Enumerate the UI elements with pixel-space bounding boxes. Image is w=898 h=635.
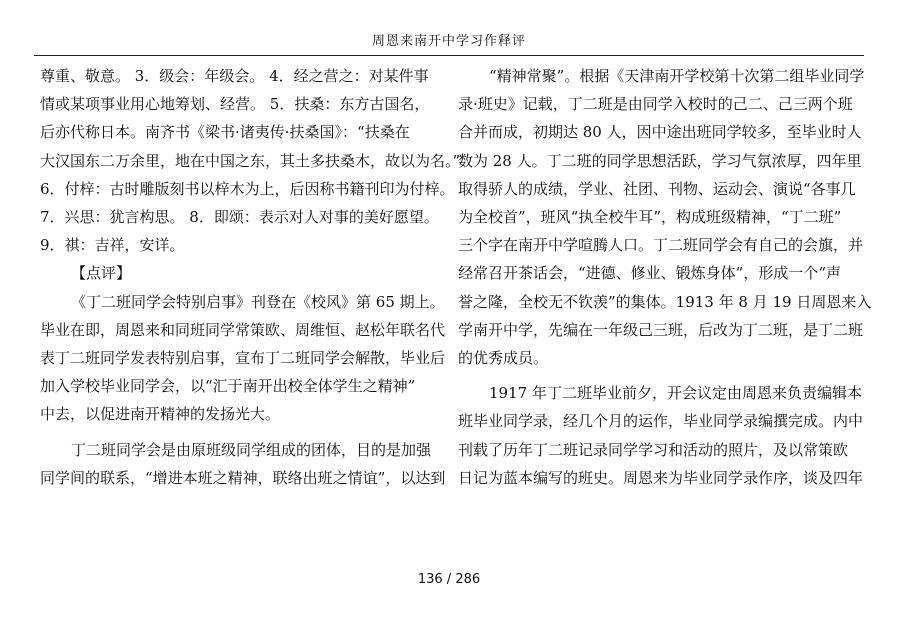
- text-line: 情或某项事业用心地筹划、经营。 5．扶桑：东方古国名，: [40, 95, 430, 114]
- header-rule: [34, 55, 864, 56]
- text-line: 同学间的联系，“增进本班之精神，联络出班之情谊”，以达到: [40, 468, 446, 487]
- text-line: 经常召开茶话会，“进德、修业、锻炼身体”，形成一个“声: [458, 264, 842, 283]
- text-line: 1917 年丁二班毕业前夕，开会议定由周恩来负责编辑本: [489, 384, 862, 403]
- text-line: “精神常聚”。根据《天津南开学校第十次第二组毕业同学: [489, 67, 865, 85]
- text-line: 《丁二班同学会特别启事》刊登在《校风》第 65 期上。: [71, 292, 445, 311]
- section-heading-review: 【点评】: [71, 264, 132, 283]
- text-line: 合并而成，初期达 80 人，因中途出班同学较多，至毕业时人: [458, 123, 862, 142]
- text-line: 数为 28 人。丁二班的同学思想活跃，学习气氛浓厚，四年里: [458, 151, 862, 170]
- right-text-column: [458, 62, 872, 492]
- text-line: 三个字在南开中学喧腾人口。丁二班同学会有自己的会旗，并: [458, 236, 864, 255]
- text-line: 誉之隆，全校无不钦羡”的集体。1913 年 8 月 19 日周恩来入: [458, 292, 872, 311]
- text-line: 日记为蓝本编写的班史。周恩来为毕业同学录作序，谈及四年: [458, 468, 864, 487]
- text-line: 加入学校毕业同学会，以“汇于南开出校全体学生之精神”: [40, 377, 416, 396]
- text-line: 表丁二班同学发表特别启事，宣布丁二班同学会解散，毕业后: [40, 349, 446, 368]
- text-line: 录·班史》记载，丁二班是由同学入校时的己二、己三两个班: [458, 95, 853, 114]
- text-line: 的优秀成员。: [458, 349, 549, 368]
- text-line: 9．祺：吉祥，安详。: [40, 236, 185, 255]
- text-line: 毕业在即，周恩来和同班同学常策欧、周维恒、赵松年联名代: [40, 320, 446, 339]
- text-line: 中去，以促进南开精神的发扬光大。: [40, 405, 281, 424]
- text-line: 为全校首”，班风“执全校牛耳”，构成班级精神，“丁二班”: [458, 208, 842, 227]
- text-line: 后亦代称日本。南齐书《梁书·诸夷传·扶桑国》：“扶桑在: [40, 123, 410, 142]
- text-line: 7．兴思：犹言构思。 8．即颂：表示对人对事的美好愿望。: [40, 208, 439, 227]
- left-text-column: [40, 62, 461, 492]
- text-line: 班毕业同学录，经几个月的运作，毕业同学录编撰完成。内中: [458, 412, 864, 431]
- text-line: 大汉国东二万余里，地在中国之东，其土多扶桑木，故以为名。”: [40, 151, 461, 170]
- text-line: 取得骄人的成绩，学业、社团、刊物、运动会、演说“各事几: [458, 179, 856, 198]
- page-number-indicator: 136 / 286: [417, 572, 481, 587]
- text-line: 尊重、敬意。 3．级会：年级会。 4．经之营之：对某件事: [40, 67, 429, 85]
- text-line: 学南开中学，先编在一年级己三班，后改为丁二班，是丁二班: [458, 320, 864, 339]
- text-line: 刊载了历年丁二班记录同学学习和活动的照片，及以常策欧: [458, 440, 849, 459]
- page-header-title: 周恩来南开中学习作释评: [371, 34, 526, 49]
- text-line: 6．付梓：古时雕版刻书以梓木为上，后因称书籍刊印为付梓。: [40, 179, 455, 198]
- text-line: 丁二班同学会是由原班级同学组成的团体，目的是加强: [71, 440, 432, 459]
